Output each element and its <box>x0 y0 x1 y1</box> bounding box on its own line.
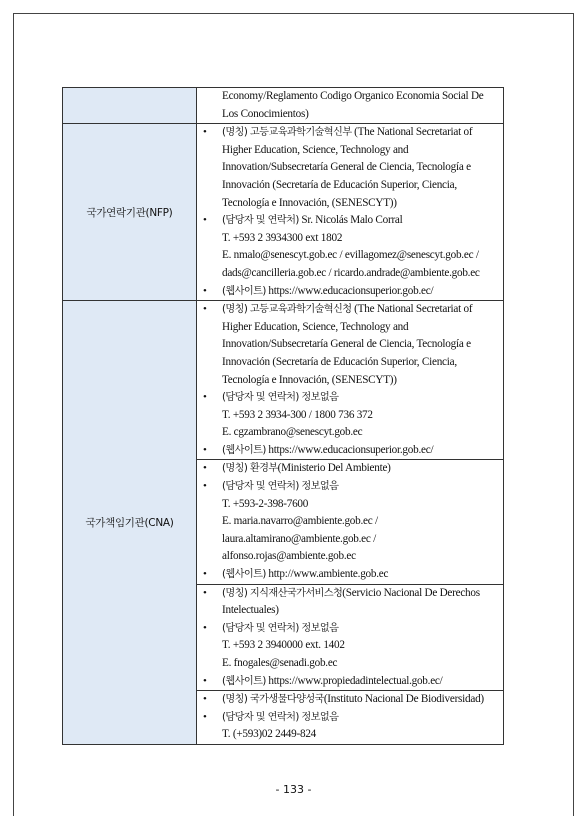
text-line: Innovación (Secretaría de Educación Superior, Ciencia, <box>222 355 457 368</box>
text-line: (담당자 및 연락처) 정보없음 <box>222 711 339 723</box>
bullet-icon: • <box>203 391 207 404</box>
text-line: Intelectuales) <box>222 604 279 617</box>
text-line: Higher Education, Science, Technology and <box>222 320 409 333</box>
list-item <box>197 460 503 478</box>
list-item <box>197 691 503 709</box>
text-line: T. +593-2-398-7600 <box>222 497 309 510</box>
text-line: Innovation/Subsecretaría General de Ciencia, Tecnología e <box>222 161 471 174</box>
bullet-icon: • <box>203 568 207 581</box>
text-line: T. (+593)02 2449-824 <box>222 728 317 741</box>
text-line: (명칭) 환경부(Ministerio Del Ambiente) <box>222 462 391 475</box>
text-line: (담당자 및 연락처) 정보없음 <box>222 392 339 404</box>
row-content <box>197 460 504 584</box>
text-line: Economy/Reglamento Codigo Organico Economia Social De <box>222 90 484 102</box>
bullet-icon: • <box>203 462 207 475</box>
text-line: alfonso.rojas@ambiente.gob.ec <box>222 550 356 563</box>
bullet-icon: • <box>203 674 207 687</box>
page-number: - 133 - <box>275 783 312 796</box>
bullet-icon: • <box>203 621 207 634</box>
list-item <box>197 620 503 673</box>
text-line: (명칭) 지식재산국가서비스청(Servicio Nacional De Derechos <box>222 586 480 599</box>
list-item <box>197 124 503 212</box>
text-line: E. cgzambrano@senescyt.gob.ec <box>222 426 363 439</box>
row-content <box>197 124 504 301</box>
list-item <box>197 389 503 442</box>
bullet-icon: • <box>203 480 207 493</box>
list-item <box>197 442 503 460</box>
bullet-icon: • <box>203 710 207 723</box>
row-label-nfp: 국가연락기관(NFP) <box>63 124 197 301</box>
text-line: (웹사이트) https://www.propiedadintelectual.gob.ec/ <box>222 674 443 687</box>
bullet-icon: • <box>203 126 207 139</box>
list-item <box>197 585 503 620</box>
list-item <box>197 88 503 123</box>
bullet-icon: • <box>203 303 207 316</box>
row-label-cna: 국가책임기관(CNA) <box>63 301 197 745</box>
text-line: Innovación (Secretaría de Educación Superior, Ciencia, <box>222 178 457 191</box>
text-line: Higher Education, Science, Technology and <box>222 143 409 156</box>
text-line: (웹사이트) https://www.educacionsuperior.gob.ec/ <box>222 284 434 297</box>
bullet-icon: • <box>203 586 207 599</box>
list-item <box>197 673 503 691</box>
table-row-nfp <box>63 124 504 301</box>
bullet-icon: • <box>203 443 207 456</box>
text-line: Innovation/Subsecretaría General de Ciencia, Tecnología e <box>222 338 471 351</box>
text-line: (담당자 및 연락처) Sr. Nicolás Malo Corral <box>222 214 403 227</box>
text-line: E. nmalo@senescyt.gob.ec / evillagomez@senescyt.gob.ec / <box>222 249 479 262</box>
text-line: T. +593 2 3934-300 / 1800 736 372 <box>222 408 373 421</box>
text-line: dads@cancilleria.gob.ec / ricardo.andrade@ambiente.gob.ec <box>222 266 480 279</box>
text-line: Los Conocimientos) <box>222 107 309 120</box>
list-item <box>197 301 503 389</box>
text-line: T. +593 2 3940000 ext. 1402 <box>222 639 345 652</box>
text-line: laura.altamirano@ambiente.gob.ec / <box>222 532 377 545</box>
text-line: Tecnología e Innovación, (SENESCYT)) <box>222 373 397 386</box>
text-line: (웹사이트) http://www.ambiente.gob.ec <box>222 568 389 581</box>
list-item <box>197 283 503 301</box>
text-line: Tecnología e Innovación, (SENESCYT)) <box>222 196 397 209</box>
text-line: (명칭) 국가생물다양성국(Instituto Nacional De Biodiversidad) <box>222 693 484 706</box>
row-content <box>197 584 504 691</box>
bullet-icon: • <box>203 284 207 297</box>
list-item <box>197 212 503 282</box>
text-line: T. +593 2 3934300 ext 1802 <box>222 231 343 244</box>
text-line: (담당자 및 연락처) 정보없음 <box>222 622 339 634</box>
list-item <box>197 566 503 584</box>
row-content <box>197 691 504 745</box>
text-line: (명칭) 고등교육과학기술혁신청 (The National Secretariat of <box>222 303 473 316</box>
text-line: (담당자 및 연락처) 정보없음 <box>222 481 339 493</box>
list-item <box>197 709 503 744</box>
bullet-icon: • <box>203 214 207 227</box>
text-line: (웹사이트) https://www.educacionsuperior.gob.ec/ <box>222 443 434 456</box>
table-row-cna-1 <box>63 301 504 460</box>
row-content <box>197 301 504 460</box>
list-item <box>197 478 503 566</box>
bullet-icon: • <box>203 693 207 706</box>
table-row-continued <box>63 88 504 124</box>
row-label-empty <box>63 88 197 124</box>
text-line: E. maria.navarro@ambiente.gob.ec / <box>222 515 378 528</box>
text-line: (명칭) 고등교육과학기술혁신부 (The National Secretariat of <box>222 126 473 139</box>
row-content <box>197 88 504 124</box>
text-line: E. fnogales@senadi.gob.ec <box>222 657 338 669</box>
contact-table <box>62 87 504 745</box>
